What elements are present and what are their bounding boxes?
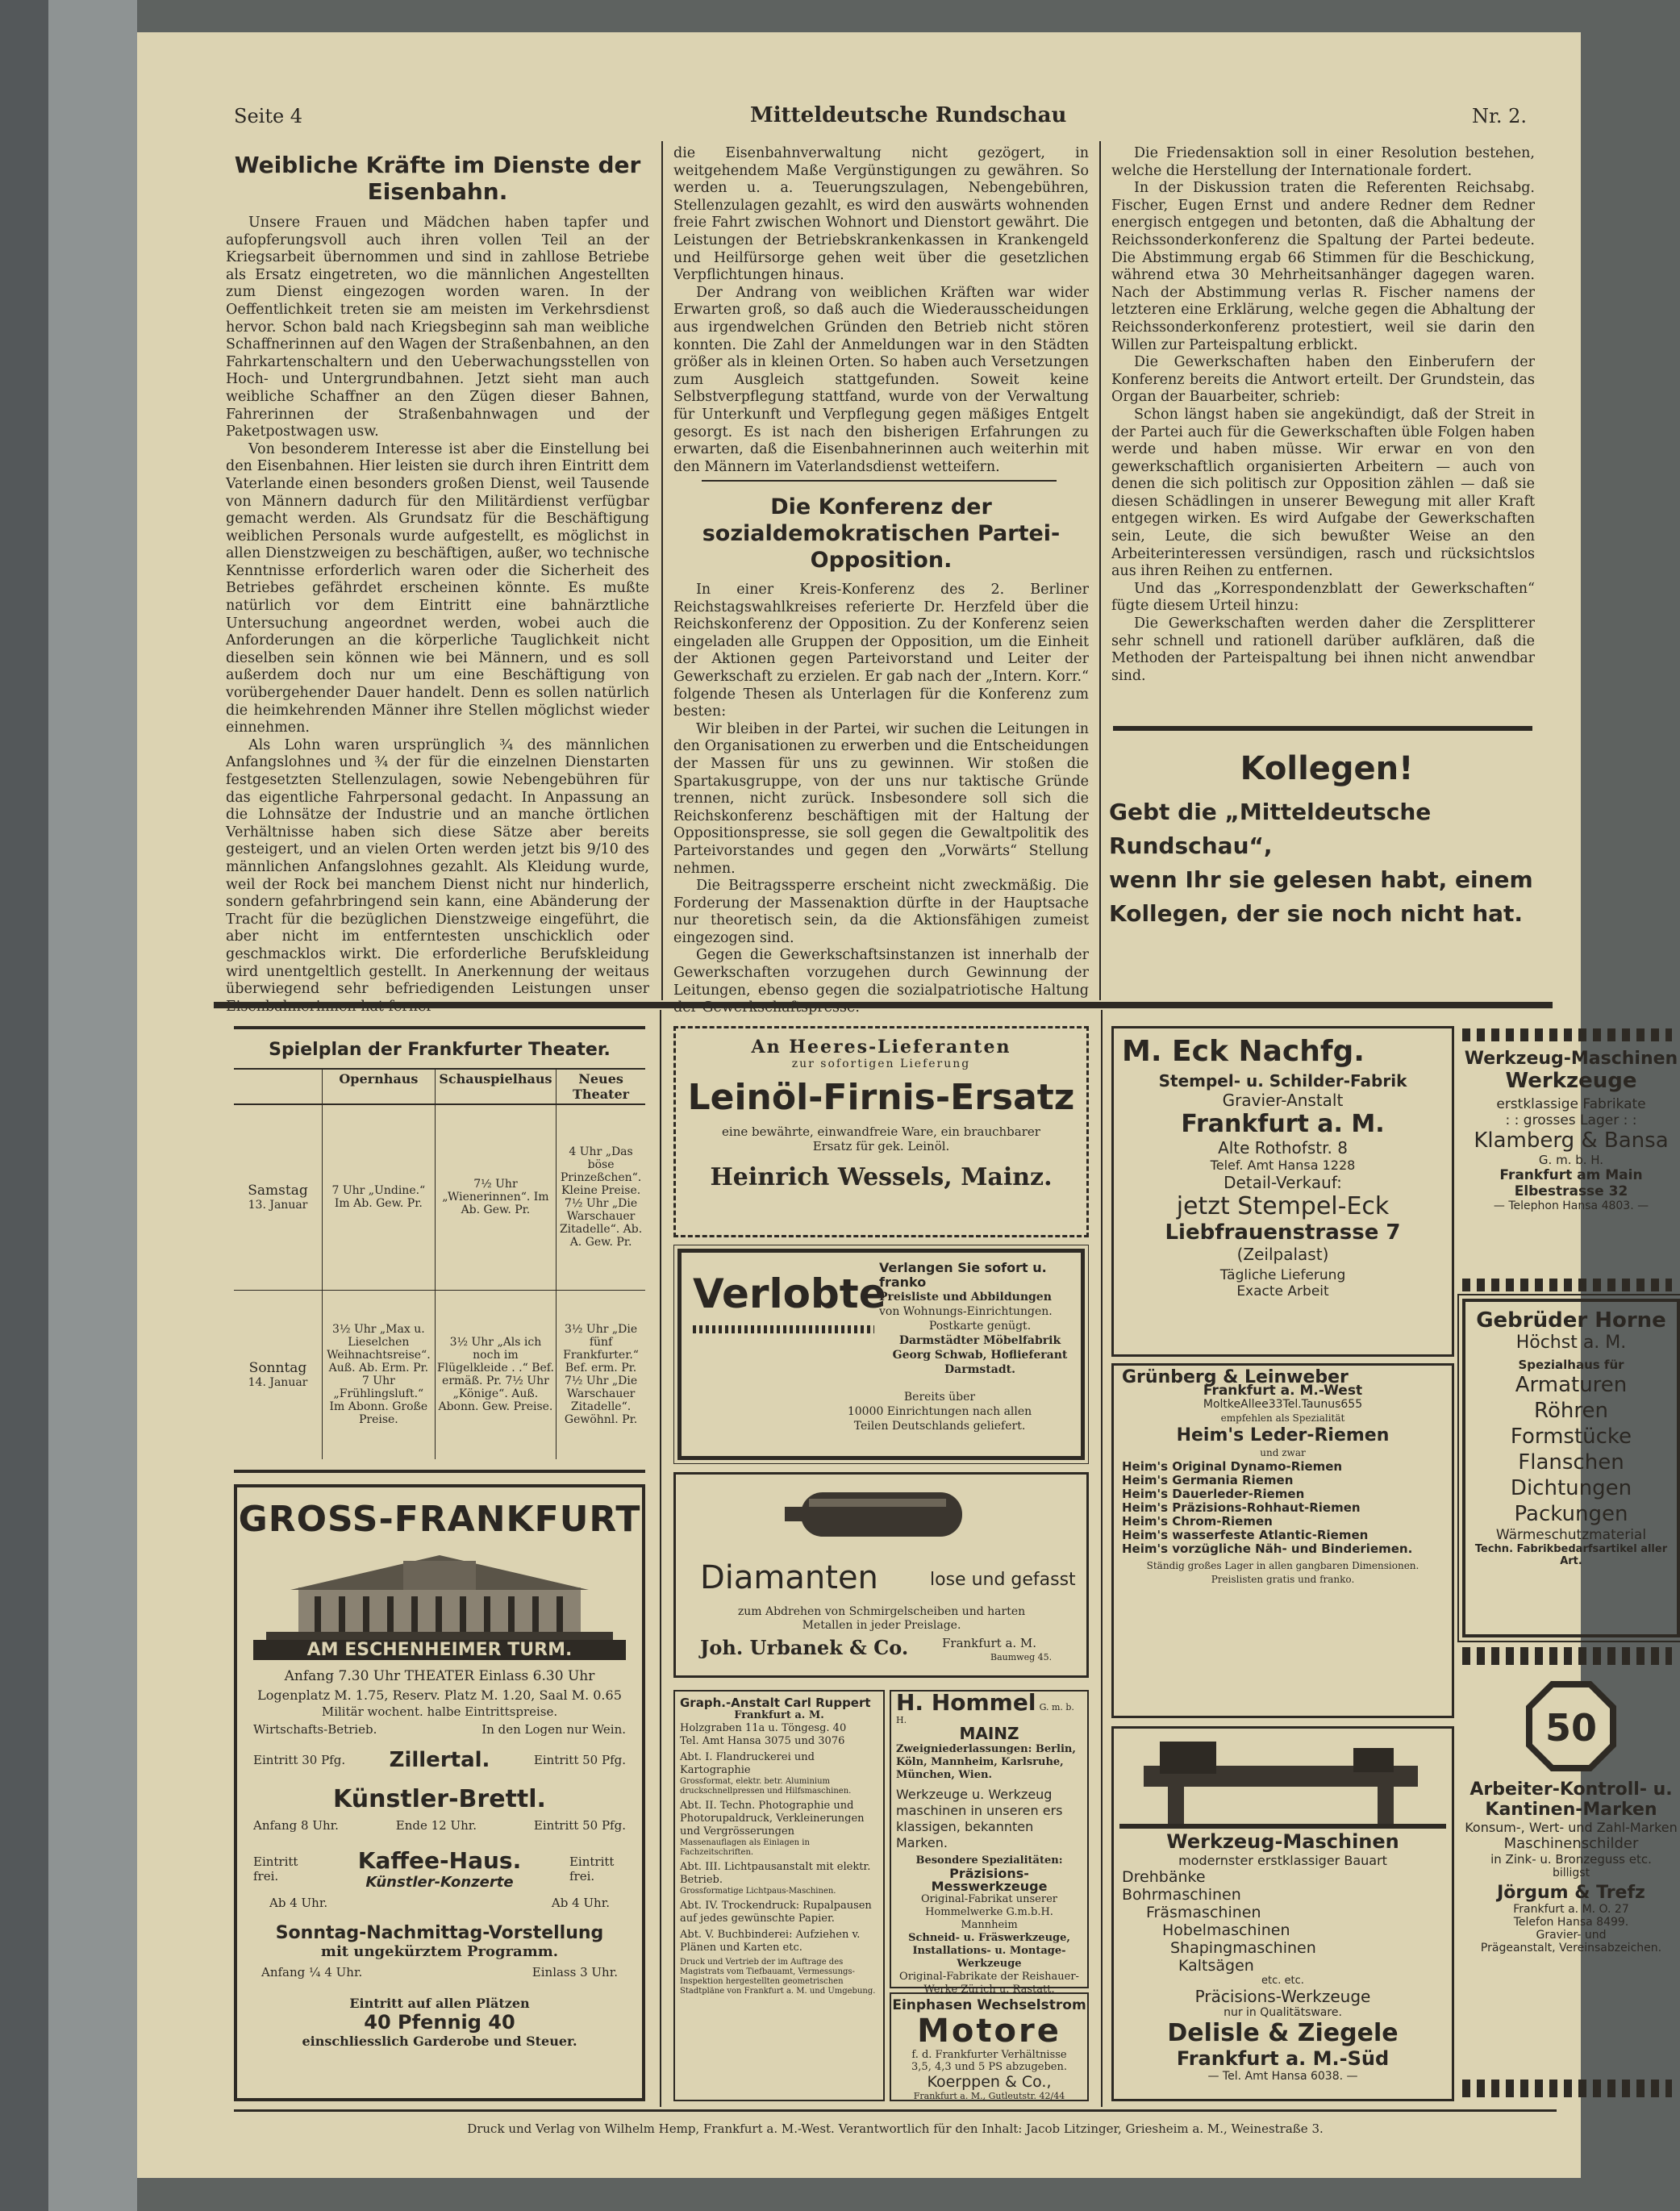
masthead: Mitteldeutsche Rundschau bbox=[750, 103, 1067, 127]
list-item: Formstücke bbox=[1510, 1425, 1632, 1449]
ad-line: — Tel. Amt Hansa 6038. — bbox=[1207, 2070, 1358, 2083]
ad-joergum bbox=[1462, 1678, 1680, 1954]
column-rule-2 bbox=[1099, 141, 1101, 1000]
ad-line: Alte Rothofstr. 8 bbox=[1218, 1138, 1348, 1158]
ad-line: billigst bbox=[1552, 1867, 1590, 1879]
ad-title: Grünberg & Leinweber bbox=[1122, 1367, 1349, 1387]
paragraph: Der Andrang von weiblichen Kräften war wider Erwarten groß, so daß auch die Wiederausscheidungen aus irgendwelchen Gründen den Betrieb nicht stören konnten. Die Zahl der Anmeldungen war in den Städten größer als in kleinen Orten. So haben auch Versetzungen zum Ausgleich stattgefunden. Soweit keine Selbstverpflegung stattfand, wurde von der Verwaltung für Unterkunft und Verpflegung gegen mäßiges Entgelt gesorgt. Es ist nach den bisherigen Erfahrungen zu erwarten, daß die Eisenbahnerinnen auch weiterhin mit den Männern im Vaterlandsdienst wetteifern. bbox=[673, 284, 1089, 475]
ad-line: Abt. III. Lichtpausanstalt mit elektr. Betrieb. bbox=[680, 1861, 871, 1886]
ad-firm: Heinrich Wessels, Mainz. bbox=[710, 1163, 1053, 1191]
paragraph: In einer Kreis-Konferenz des 2. Berliner Reichstagswahlkreises referierte Dr. Herzfeld über die Reichskonferenz der Opposition. Zu der Konferenz seien eingeladen alle Gruppen der Opposition, um die Einheit der Aktionen gegen Parteivorstand und Leiter der Gewerkschaft zu erzielen. Er gab nach der „Intern. Korr.“ folgende Thesen als Unterlagen für die Konferenz zum besten: bbox=[673, 582, 1089, 720]
ad-line: Grossformat, elektr. betr. Aluminium druckschnellpressen und Hilfsmaschinen. bbox=[680, 1777, 852, 1796]
ad-text-block bbox=[802, 1390, 1077, 1433]
list-item: Fräsmaschinen bbox=[1146, 1904, 1261, 1921]
ad-line: Prägeanstalt, Vereinsabzeichen. bbox=[1480, 1942, 1662, 1954]
ad-line: Maschinenschilder bbox=[1503, 1835, 1639, 1852]
list-item: Heim's Germania Riemen bbox=[1122, 1473, 1294, 1487]
ad-line: — Telephon Hansa 4803. — bbox=[1493, 1199, 1649, 1212]
section-rule bbox=[214, 1002, 1553, 1008]
paragraph: Die Gewerkschaften werden daher die Zersplitterer sehr schnell und rationell darüber aufklären, daß die Methoden der Parteispaltung bei ihnen nicht anwendbar sind. bbox=[1111, 615, 1535, 684]
list-item: Dichtungen bbox=[1510, 1476, 1632, 1500]
ad-line: G. m. b. H. bbox=[1538, 1153, 1604, 1167]
ad-line: Postkarte genügt. bbox=[928, 1320, 1032, 1333]
article-body bbox=[673, 145, 1089, 476]
ad-line: Abt. IV. Trockendruck: Rupalpausen auf jedes gewünschte Papier. bbox=[680, 1900, 872, 1925]
article-women-railway bbox=[226, 152, 649, 1016]
ad-line: Frankfurt a. M. O. 27 bbox=[1513, 1903, 1629, 1916]
ad-line: Zweigniederlassungen: Berlin, Köln, Mannheim, Karlsruhe, München, Wien. bbox=[896, 1743, 1076, 1781]
article-opposition-conference bbox=[673, 494, 1089, 1017]
ad-delisle bbox=[1111, 1726, 1454, 2101]
list-item: Heim's Original Dynamo-Riemen bbox=[1122, 1459, 1343, 1474]
paragraph: Und das „Korrespondenzblatt der Gewerkschaften“ fügte diesem Urteil hinzu: bbox=[1111, 580, 1535, 615]
ad-line: Holzgraben 11a u. Töngesg. 40 bbox=[680, 1722, 847, 1734]
ad-text: Anfang 8 Uhr. bbox=[253, 1818, 339, 1833]
ad-title: M. Eck Nachfg. bbox=[1122, 1035, 1365, 1068]
ad-line: Preisliste und Abbildungen bbox=[879, 1291, 1052, 1304]
ad-line: modernster erstklassiger Bauart bbox=[1178, 1853, 1387, 1868]
ad-title: GROSS-FRANKFURT bbox=[238, 1499, 641, 1540]
ad-title: Diamanten bbox=[700, 1559, 878, 1596]
ad-line: MAINZ bbox=[959, 1724, 1019, 1743]
ad-line: Georg Schwab, Hoflieferant bbox=[892, 1349, 1068, 1362]
ad-subheading: lose und gefasst bbox=[930, 1570, 1076, 1590]
article-title: Die Konferenz der sozialdemokratischen Partei-Opposition. bbox=[702, 494, 1061, 573]
ad-line: Spezialhaus für bbox=[1518, 1358, 1624, 1372]
paragraph: Von besonderem Interesse ist aber die Einstellung bei den Eisenbahnen. Hier leisten sie durch ihren Eintritt dem Vaterlande einen besonders großen Dienst, weil Tausende von Männern dadurch für den Militärdienst verfügbar gemacht werden. Als Grundsatz für die Beschäftigung weiblichen Personals wurde aufgestellt, es möglichst in allen Dienstzweigen zu beschäftigen, außer, wo technische Kenntnisse erforderlich waren oder die Sicherheit des Betriebes gefährdet erscheinen könnte. Es mußte natürlich vor dem Eintritt eine bahnärztliche Untersuchung angeordnet werden, wobei auch die Anforderungen an die körperliche Tauglichkeit nicht dieselben sein können wie bei Männern, und es soll außerdem doch nur um eine Beschäftigung von vorübergehender Dauer handelt. Denn es sollen natürlich die heimkehrenden Männer ihre Stellen möglichst wieder einnehmen. bbox=[226, 440, 649, 736]
ad-line: Massenauflagen als Einlagen in Fachzeitschriften. bbox=[680, 1838, 810, 1857]
ad-subtitle: AM ESCHENHEIMER TURM. bbox=[253, 1640, 626, 1660]
kollegen-line: Kollegen, der sie noch nicht hat. bbox=[1109, 900, 1524, 927]
list-item: Armaturen bbox=[1515, 1373, 1628, 1397]
ad-line: von Wohnungs-Einrichtungen. bbox=[879, 1305, 1053, 1318]
ad-text: G. m. b. H. bbox=[896, 1702, 1074, 1725]
column-rule bbox=[660, 1010, 661, 2107]
ad-firm: Joh. Urbanek & Co. bbox=[700, 1636, 909, 1659]
ad-line: und zwar bbox=[1260, 1447, 1306, 1458]
ad-line-pair bbox=[261, 1965, 618, 1979]
ad-heading: Sonntag-Nachmittag-Vorstellung bbox=[275, 1923, 604, 1943]
ad-line: MoltkeAllee33Tel.Taunus655 bbox=[1203, 1398, 1363, 1411]
list-item: Kaltsägen bbox=[1178, 1957, 1254, 1975]
ad-hommel bbox=[890, 1689, 1089, 1996]
kollegen-notice bbox=[1109, 750, 1545, 931]
ad-line: Werkzeuge u. Werkzeug maschinen in unseren ers klassigen, bekannten Marken. bbox=[896, 1787, 1063, 1850]
ad-text: In den Logen nur Wein. bbox=[481, 1722, 626, 1737]
ad-line: zur sofortigen Lieferung bbox=[791, 1058, 971, 1070]
ad-text: Einlass 3 Uhr. bbox=[532, 1965, 618, 1979]
ad-line: Liebfrauenstrasse 7 bbox=[1165, 1220, 1401, 1245]
ad-eck bbox=[1111, 1026, 1454, 1357]
article-body bbox=[673, 582, 1089, 1017]
theater-schedule bbox=[234, 1037, 645, 1459]
kollegen-line: wenn Ihr sie gelesen habt, einem bbox=[1109, 866, 1533, 893]
decorative-rule bbox=[693, 1325, 874, 1333]
article-opposition-continued bbox=[1111, 145, 1535, 685]
ad-text: Wirtschafts-Betrieb. bbox=[253, 1722, 377, 1737]
kollegen-line: Gebt die „Mitteldeutsche Rundschau“, bbox=[1109, 799, 1432, 859]
ad-line: f. d. Frankfurter Verhältnisse bbox=[911, 2049, 1067, 2061]
ad-line: Frankfurt a. M. bbox=[734, 1709, 824, 1721]
badge-number: 50 bbox=[1545, 1706, 1598, 1750]
book-binding bbox=[0, 0, 48, 2211]
lathe-illustration bbox=[1119, 1733, 1446, 1830]
ad-line: etc. etc. bbox=[1261, 1975, 1304, 1987]
table-header bbox=[234, 1070, 323, 1104]
ad-line: Darmstadt. bbox=[944, 1363, 1015, 1376]
ad-line: Höchst a. M. bbox=[1515, 1333, 1627, 1353]
ad-line-pair bbox=[269, 1896, 610, 1910]
list-item: Heim's Präzisions-Rohhaut-Riemen bbox=[1122, 1500, 1361, 1515]
ad-verlobte bbox=[677, 1249, 1085, 1460]
ad-heading: Heim's Leder-Riemen bbox=[1176, 1425, 1390, 1445]
ad-line: Exacte Arbeit bbox=[1236, 1283, 1329, 1299]
ad-klamberg bbox=[1462, 1049, 1680, 1212]
ad-line: Detail-Verkauf: bbox=[1224, 1173, 1342, 1192]
ad-title: Motore bbox=[917, 2013, 1061, 2050]
paragraph: Wir bleiben in der Partei, wir suchen die Leitungen in den Organisationen zu erwerben und die Entscheidungen der Massen für uns zu gewinnen. Wir stoßen die Spartakusgruppe, von der uns nur taktische Gründe trennen, nicht zurück. Insbesondere soll sich die Reichskonferenz beschäftigen mit der Haltung der Oppositionspresse, sie soll gegen die Gewaltpolitik des Parteivorstandes und gegen den „Vorwärts“ Stellung nehmen. bbox=[673, 720, 1089, 877]
ad-line: Bereits über bbox=[903, 1391, 976, 1404]
ad-line: (Zeilpalast) bbox=[1236, 1245, 1329, 1264]
table-header: Opernhaus bbox=[323, 1070, 436, 1104]
list-item: Heim's vorzügliche Näh- und Binderiemen. bbox=[1122, 1541, 1413, 1556]
paragraph: Unsere Frauen und Mädchen haben tapfer und aufopferungsvoll auch ihren vollen Teil an der Kriegsarbeit übernommen und sind in zahllose Betriebe als Ersatz eingetreten, wo die männlichen Angestellten zum Dienst eingezogen worden waren. In der Oeffentlichkeit treten sie am meisten im Verkehrsdienst hervor. Schon bald nach Kriegsbeginn sah man weibliche Schaffnerinnen auf den Wagen der Straßenbahnen, an den Fahrkartenschaltern und den Ueberwachungsstellen von Hoch- und Untergrundbahnen. Jetzt sieht man auch weibliche Schaffner an den Zügen dieser Bahnen, Fahrerinnen der Straßenbahnwagen und der Paketpostwagen usw. bbox=[226, 215, 649, 440]
table-cell: 7½ Uhr „Wienerinnen“. Im Ab. Gew. Pr. bbox=[435, 1104, 556, 1290]
ad-line: Verlangen Sie sofort u. franko bbox=[879, 1260, 1047, 1290]
ad-price: 40 Pfennig 40 bbox=[364, 2011, 515, 2034]
ad-line: empfehlen als Spezialität bbox=[1220, 1412, 1345, 1424]
paragraph: die Eisenbahnverwaltung nicht gezögert, in weitgehendem Maße Vergünstigungen zu gewähren. So werden u. a. Teuerungszulagen, Nebengebühren, Stellenzulagen gezahlt, es wird den auswärts wohnenden freie Fahrt zwischen Wohnort und Dienstort gewährt. Die Leistungen der Betriebskrankenkassen in Krankengeld und Heilfürsorge gehen weit über die gesetzlichen Verpflichtungen hinaus. bbox=[673, 145, 1089, 284]
ad-line: in Zink- u. Bronzeguss etc. bbox=[1490, 1852, 1652, 1867]
paragraph: Die Beitragssperre erscheint nicht zweckmäßig. Die Forderung der Massenaktion dürfte in der Hauptsache nur theoretisch sein, da die Aktionsfähigen zumeist eingezogen sind. bbox=[673, 878, 1089, 946]
ad-line: Konsum-, Wert- und Zahl-Marken bbox=[1465, 1820, 1678, 1835]
ad-line: jetzt Stempel-Eck bbox=[1176, 1192, 1390, 1220]
ad-text: Eintritt 50 Pfg. bbox=[533, 1818, 626, 1833]
ad-line: Logenplatz M. 1.75, Reserv. Platz M. 1.20, Saal M. 0.65 bbox=[257, 1687, 622, 1703]
ad-horne bbox=[1462, 1299, 1680, 1637]
ad-line: Gravier- und bbox=[1536, 1929, 1607, 1942]
ad-heading: Zillertal. bbox=[389, 1748, 490, 1772]
ad-line: Original-Fabrikate der Reishauer-Werke Zürich u. Rastatt. bbox=[899, 1971, 1079, 1996]
ad-firm: Koerppen & Co., bbox=[927, 2073, 1052, 2091]
ad-line: Original-Fabrikat unserer Hommelwerke G.m.b.H. Mannheim bbox=[921, 1893, 1057, 1931]
list-item: Bohrmaschinen bbox=[1122, 1886, 1241, 1904]
paragraph: Die Friedensaktion soll in einer Resolution bestehen, welche die Herstellung der Internationale fordert. bbox=[1111, 145, 1535, 179]
ad-line: Metallen in jeder Preislage. bbox=[802, 1619, 961, 1632]
article-body bbox=[1111, 145, 1535, 685]
ad-title: Gebrüder Horne bbox=[1476, 1308, 1666, 1333]
ad-text: Ab 4 Uhr. bbox=[551, 1896, 610, 1910]
ad-firm: Jörgum & Trefz bbox=[1497, 1883, 1645, 1903]
ad-line: Frankfurt a. M., Gutleutstr. 42/44 bbox=[913, 2091, 1065, 2101]
ad-line: Militär wochent. halbe Eintrittspreise. bbox=[321, 1704, 558, 1719]
ad-firm: Delisle & Ziegele bbox=[1167, 2019, 1399, 2047]
list-item: Flanschen bbox=[1518, 1450, 1624, 1475]
building-illustration bbox=[266, 1543, 613, 1640]
ad-subheading: Künstler-Konzerte bbox=[365, 1874, 514, 1891]
table-header: Schauspielhaus bbox=[435, 1070, 556, 1104]
ad-leinoel bbox=[673, 1026, 1089, 1237]
ad-line: Frankfurt a. M.-West bbox=[1203, 1383, 1363, 1399]
ad-line: Frankfurt am Main bbox=[1499, 1167, 1643, 1183]
ad-text: Eintritt frei. bbox=[569, 1854, 615, 1884]
ad-title: Leinöl-Firnis-Ersatz bbox=[687, 1077, 1075, 1118]
day-label: Sonntag bbox=[248, 1360, 307, 1377]
paragraph: Gegen die Gewerkschaftsinstanzen ist innerhalb der Gewerkschaften vorzugehen durch Gewinnung der Leitungen, ebenso gegen die sozialpatriotische Haltung bbox=[673, 947, 1089, 999]
table-cell: 3½ Uhr „Als ich noch im Flügelkleide . .“ Bef. ermäß. Pr. 7½ Uhr „Könige“. Auß. Abonn. Gew. Preise. bbox=[435, 1290, 556, 1459]
list-item: Heim's Chrom-Riemen bbox=[1122, 1514, 1273, 1529]
ad-line-pair bbox=[253, 1722, 626, 1737]
ad-line: Präcisions-Werkzeuge bbox=[1194, 1987, 1371, 2006]
ad-line: nur in Qualitätsware. bbox=[1224, 2006, 1342, 2019]
imprint: Druck und Verlag von Wilhelm Hemp, Frankfurt a. M.-West. Verantwortlich für den Inhalt: Jacob Litzinger, Griesheim a. M., Weinestraße 3. bbox=[467, 2121, 1324, 2136]
ad-line: Anfang 7.30 Uhr THEATER Einlass 6.30 Uhr bbox=[284, 1668, 595, 1684]
ad-line: Teilen Deutschlands geliefert. bbox=[853, 1420, 1026, 1433]
ad-line: Besondere Spezialitäten: bbox=[915, 1854, 1063, 1867]
table-cell: 7 Uhr „Undine.“ Im Ab. Gew. Pr. bbox=[323, 1104, 436, 1290]
paragraph: Die Gewerkschaften haben den Einberufern der Konferenz bereits die Antwort erteilt. Der Grundstein, das Organ der Bauarbeiter, schrieb: bbox=[1111, 354, 1535, 406]
ad-gross-frankfurt bbox=[234, 1484, 645, 2101]
table-bottom-rule bbox=[234, 1470, 645, 1473]
badge-octagon bbox=[1523, 1678, 1620, 1775]
newspaper-page bbox=[137, 32, 1678, 2178]
table-title: Spielplan der Frankfurter Theater. bbox=[234, 1037, 645, 1070]
ad-text-block bbox=[879, 1261, 1081, 1377]
ad-heading: Künstler-Brettl. bbox=[333, 1785, 546, 1813]
ad-line: Frankfurt a. M. bbox=[942, 1636, 1037, 1650]
table-top-rule bbox=[234, 1026, 645, 1029]
ad-line: Telef. Amt Hansa 1228 bbox=[1210, 1158, 1356, 1173]
ad-title: Arbeiter-Kontroll- u. bbox=[1469, 1779, 1673, 1800]
ad-ruppert bbox=[673, 1690, 885, 2101]
ad-line: Techn. Fabrikbedarfsartikel aller Art. bbox=[1474, 1543, 1668, 1567]
list-item: Heim's wasserfeste Atlantic-Riemen bbox=[1122, 1528, 1369, 1542]
ad-line: Frankfurt a. M.-Süd bbox=[1176, 2047, 1390, 2070]
paragraph: In der Diskussion traten die Referenten Reichsabg. Fischer, Eugen Ernst und andere Redner dem Redner energisch entgegen und betonten, daß die Abhaltung der Reichssonderkonferenz die Spaltung der Partei bedeute. Die Abstimmung ergab 66 Stimmen für die Beschickung, während etwa 30 Mehrheitsanhänger dagegen waren. Nach der Abstimmung verlas R. Fischer namens der letzteren eine Erklärung, welche gegen die Abhaltung der Reichssonderkonferenz protestiert, weil sie darin den Willen zur Parteispaltung erblickt. bbox=[1111, 180, 1535, 353]
ad-line: Telefon Hansa 8499. bbox=[1513, 1916, 1629, 1929]
ad-text: Eintritt 50 Pfg. bbox=[533, 1753, 626, 1767]
ad-line: : : grosses Lager : : bbox=[1505, 1112, 1637, 1128]
ad-text: Eintritt 30 Pfg. bbox=[253, 1753, 346, 1767]
ad-line: 10000 Einrichtungen nach allen bbox=[847, 1405, 1032, 1418]
ad-title: Kantinen-Marken bbox=[1485, 1800, 1657, 1820]
ad-motore bbox=[890, 1992, 1089, 2101]
ad-text: Anfang ¼ 4 Uhr. bbox=[261, 1965, 363, 1979]
ad-diamanten bbox=[673, 1472, 1089, 1678]
ad-line: Ersatz für gek. Leinöl. bbox=[812, 1139, 950, 1153]
ad-title: Werkzeug-Maschinen bbox=[1166, 1830, 1399, 1853]
column-rule bbox=[1101, 1010, 1103, 2107]
paragraph: Als Lohn waren ursprünglich ¾ des männlichen Anfangslohnes und ¾ der für die einzelnen Dienstarten festgesetzten Stellenzulagen, sowie Nebengebühren für das eigentliche Fahrpersonal gedacht. In Anpassung an die Lohnsätze der Industrie und an manche örtlichen Verhältnisse haben sich diese Sätze aber bereits gesteigert, und an vielen Orten werden jetzt bis 9/10 des männlichen Anfangslohnes gezahlt. Als Kleidung wurde, weil der Rock bei manchem Dienst nicht nur hinderlich, sondern gefahrbringend sein kann, eine Abänderung der Tracht für die bezüglichen Dienstzweige eingeführt, die aber nicht im entferntesten unschicklich oder geschmacklos wirkt. Die erforderliche Berufskleidung wird unentgeltlich gestellt. In Anerkennung der weitaus überwiegend sehr befriedigenden Leistungen unser bbox=[226, 736, 649, 998]
ad-text: Ende 12 Uhr. bbox=[395, 1818, 477, 1833]
ad-text-block bbox=[684, 1605, 1079, 1633]
ad-line: Elbestrasse 32 bbox=[1514, 1183, 1628, 1199]
ad-firm: Klamberg & Bansa bbox=[1474, 1128, 1669, 1153]
ad-line-pair bbox=[253, 1818, 626, 1833]
article-separator bbox=[702, 480, 1057, 482]
ad-subheading: mit ungekürztem Programm. bbox=[320, 1943, 559, 1960]
list-item: Packungen bbox=[1514, 1502, 1628, 1526]
kollegen-heading: Kollegen! bbox=[1240, 750, 1414, 787]
table-header: Neues Theater bbox=[557, 1070, 645, 1104]
ad-line: Tägliche Lieferung bbox=[1219, 1267, 1346, 1283]
decorative-border bbox=[1462, 1647, 1672, 1665]
article-women-railway-continued bbox=[673, 145, 1089, 476]
ad-text: Ab 4 Uhr. bbox=[269, 1896, 328, 1910]
issue-number: Nr. 2. bbox=[1472, 105, 1527, 127]
decorative-border bbox=[1462, 1028, 1672, 1041]
ad-line: Ständig großes Lager in allen gangbaren Dimensionen. bbox=[1146, 1560, 1419, 1571]
date-label: 14. Januar bbox=[248, 1376, 308, 1390]
table-cell bbox=[234, 1104, 323, 1290]
day-label: Samstag bbox=[248, 1183, 308, 1199]
footer-rule bbox=[234, 2109, 1557, 2112]
ad-line: Baumweg 45. bbox=[990, 1652, 1053, 1662]
article-title: Weibliche Kräfte im Dienste der Eisenbahn. bbox=[234, 152, 641, 205]
kollegen-top-rule bbox=[1113, 726, 1532, 731]
ad-heading: Kaffee-Haus. bbox=[357, 1847, 522, 1874]
column-rule-1 bbox=[661, 141, 663, 1000]
ad-line: Abt. II. Techn. Photographie und Photorupaldruck, Verkleinerungen und Vergrösserungen bbox=[680, 1800, 865, 1838]
decorative-border bbox=[1462, 2080, 1672, 2097]
date-label: 13. Januar bbox=[248, 1199, 308, 1212]
ad-line: Druck und Vertrieb der im Auftrage des Magistrats vom Tiefbauamt, Vermessungs-Inspektion hergestellten geometrischen Stadtpläne von Frankfurt a. M. und Umgebung. bbox=[680, 1958, 876, 1996]
ad-line: Präzisions-Messwerkzeuge bbox=[931, 1866, 1048, 1894]
ad-title: Graph.-Anstalt Carl Ruppert bbox=[680, 1696, 871, 1710]
table-cell: 4 Uhr „Das böse Prinzeßchen“. Kleine Preise. 7½ Uhr „Die Warschauer Zitadelle“. Ab. A. Gew. Pr. bbox=[557, 1104, 645, 1290]
list-item: Drehbänke bbox=[1122, 1868, 1206, 1886]
ad-line-pair bbox=[253, 1847, 626, 1891]
ad-line: Abt. I. Flandruckerei und Kartographie bbox=[680, 1751, 815, 1776]
schedule-table bbox=[234, 1070, 645, 1459]
list-item: Heim's Dauerleder-Riemen bbox=[1122, 1487, 1305, 1501]
decorative-border bbox=[1462, 1279, 1672, 1291]
list-item: Shapingmaschinen bbox=[1170, 1939, 1316, 1957]
ad-line: 3,5, 4,3 und 5 PS abzugeben. bbox=[911, 2061, 1067, 2073]
ad-line: Stempel- u. Schilder-Fabrik bbox=[1158, 1071, 1407, 1091]
ad-line: einschliesslich Garderobe und Steuer. bbox=[302, 2034, 577, 2049]
list-item: Hobelmaschinen bbox=[1162, 1921, 1290, 1939]
ad-line: Eintritt auf allen Plätzen bbox=[349, 1996, 530, 2011]
ad-title: Werkzeuge bbox=[1505, 1069, 1637, 1093]
ad-line: Einphasen Wechselstrom bbox=[892, 1997, 1086, 2013]
ad-line: Tel. Amt Hansa 3075 und 3076 bbox=[680, 1735, 845, 1747]
table-row bbox=[234, 1104, 645, 1290]
ad-line: Abt. V. Buchbinderei: Aufziehen v. Plänen und Karten etc. bbox=[680, 1929, 861, 1954]
ad-heading: An Heeres-Lieferanten bbox=[751, 1037, 1011, 1058]
ad-line: zum Abdrehen von Schmirgelscheiben und harten bbox=[737, 1605, 1026, 1618]
ad-line: Gravier-Anstalt bbox=[1222, 1091, 1344, 1110]
ad-line: erstklassige Fabrikate bbox=[1496, 1096, 1646, 1112]
ad-title: H. Hommel bbox=[896, 1689, 1036, 1716]
ad-line: Grossformatige Lichtpaus-Maschinen. bbox=[680, 1887, 836, 1896]
page-label: Seite 4 bbox=[234, 105, 303, 127]
ad-line: Darmstädter Möbelfabrik bbox=[898, 1334, 1061, 1347]
binding-edge bbox=[48, 0, 137, 2211]
table-cell: 3½ Uhr „Max u. Lieselchen Weihnachtsreise“. Auß. Ab. Erm. Pr. 7 Uhr „Frühlingsluft.“ Im Abonn. Große Preise. bbox=[323, 1290, 436, 1459]
table-row bbox=[234, 1290, 645, 1459]
ad-gruenberg bbox=[1111, 1363, 1454, 1718]
ad-text: Eintritt frei. bbox=[253, 1854, 298, 1884]
ad-line: eine bewährte, einwandfreie Ware, ein brauchbarer bbox=[722, 1124, 1040, 1139]
ad-line: Schneid- u. Fräswerkzeuge, Installations- u. Montage-Werkzeuge bbox=[908, 1932, 1070, 1970]
list-item: Röhren bbox=[1534, 1399, 1608, 1423]
ad-title: Verlobte bbox=[693, 1270, 886, 1317]
table-cell: 3½ Uhr „Die fünf Frankfurter.“ Bef. erm. Pr. 7½ Uhr „Die Warschauer Zitadelle“. Gewöhnl. Pr. bbox=[557, 1290, 645, 1459]
ad-line-pair bbox=[253, 1748, 626, 1772]
ad-line: Wärmeschutzmaterial bbox=[1495, 1527, 1647, 1543]
ad-line: Preislisten gratis und franko. bbox=[1211, 1574, 1355, 1585]
paragraph: Schon längst haben sie angekündigt, daß der Streit in der Partei auch für die Gewerkschaften üble Folgen haben werde und haben müsse. Wir erwar en von den gewerkschaftlich organisierten Arbeitern — auch von denen die sich politisch zur Opposition zählen — daß sie diesen Schädlingen in unserer Bewegung mit aller Kraft entgegen wirken. Es wird Aufgabe der Gewerkschaften sein, Leute, die sich bewußter Weise an den Arbeiterinteressen versündigen, rasch und rücksichtslos aus ihren Reihen zu entfernen. bbox=[1111, 406, 1535, 580]
ad-line: Frankfurt a. M. bbox=[1181, 1110, 1385, 1138]
table-cell bbox=[234, 1290, 323, 1459]
ad-title: Werkzeug-Maschinen bbox=[1464, 1049, 1678, 1069]
article-body bbox=[226, 215, 649, 1016]
diamond-tool-illustration bbox=[785, 1484, 978, 1549]
